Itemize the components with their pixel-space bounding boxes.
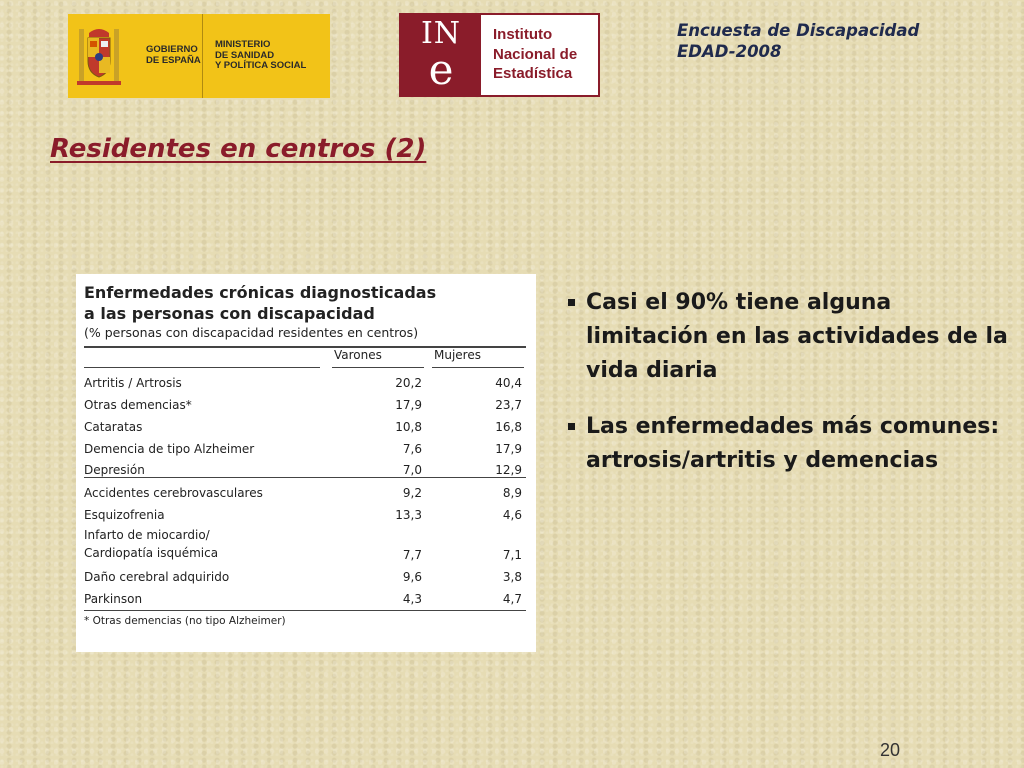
cell-varones: 7,7 — [402, 548, 422, 562]
gobierno-label: GOBIERNO DE ESPAÑA — [146, 44, 201, 66]
table-row — [84, 522, 526, 562]
cell-varones: 10,8 — [395, 420, 422, 434]
cell-varones: 13,3 — [395, 508, 422, 522]
cell-mujeres: 4,6 — [502, 508, 522, 522]
bullet-text: Casi el 90% tiene alguna limitación en las actividades de la vida diaria — [586, 290, 1008, 383]
row-label: Infarto de miocardio/ Cardiopatía isquémica — [84, 528, 219, 560]
cell-varones: 17,9 — [395, 398, 422, 412]
cell-mujeres: 3,8 — [502, 570, 522, 584]
row-label: Demencia de tipo Alzheimer — [84, 442, 255, 456]
cell-mujeres: 23,7 — [495, 398, 522, 412]
bullet-list — [566, 286, 1011, 500]
ine-mark-bottom: e — [428, 45, 454, 94]
survey-label — [677, 20, 919, 63]
ine-mark-icon — [401, 15, 481, 95]
table-row — [84, 434, 526, 456]
column-header-mujeres: Mujeres — [432, 348, 524, 368]
gobierno-logo — [68, 14, 330, 98]
cell-varones: 20,2 — [395, 376, 422, 390]
row-label: Artritis / Artrosis — [84, 376, 182, 390]
cell-mujeres: 40,4 — [495, 376, 522, 390]
row-label: Esquizofrenia — [84, 508, 165, 522]
table-subtitle: (% personas con discapacidad residentes en centros) — [84, 325, 419, 340]
survey-code: EDAD-2008 — [677, 42, 782, 62]
bullet-item — [566, 410, 1011, 478]
row-label: Parkinson — [84, 592, 143, 606]
page-number: 20 — [880, 740, 901, 760]
column-header-varones: Varones — [332, 348, 424, 368]
ine-name: Instituto Nacional de Estadística — [493, 26, 578, 82]
disease-table — [76, 274, 536, 652]
bullet-text: Las enfermedades más comunes: artrosis/artritis y demencias — [586, 414, 1000, 473]
table-row — [84, 584, 526, 606]
table-title-line2: a las personas con discapacidad — [84, 304, 375, 323]
table-title-line1: Enfermedades crónicas diagnosticadas — [84, 283, 437, 302]
survey-name: Encuesta de Discapacidad — [677, 21, 920, 40]
row-label: Accidentes cerebrovasculares — [84, 486, 263, 500]
cell-varones: 9,2 — [402, 486, 422, 500]
table-row — [84, 500, 526, 522]
cell-mujeres: 7,1 — [502, 548, 522, 562]
bullet-item — [566, 286, 1011, 388]
cell-mujeres: 17,9 — [495, 442, 522, 456]
table-row — [84, 368, 526, 390]
cell-varones: 7,0 — [402, 463, 422, 477]
row-label: Daño cerebral adquirido — [84, 570, 230, 584]
cell-mujeres: 4,7 — [502, 592, 522, 606]
cell-mujeres: 16,8 — [495, 420, 522, 434]
table-row — [84, 412, 526, 434]
table-footnote: * Otras demencias (no tipo Alzheimer) — [84, 610, 526, 627]
table-row — [84, 562, 526, 584]
coat-of-arms-icon — [68, 14, 130, 98]
row-label: Depresión — [84, 463, 145, 477]
ministerio-label: MINISTERIO DE SANIDAD Y POLÍTICA SOCIAL — [215, 38, 307, 72]
cell-mujeres: 8,9 — [502, 486, 522, 500]
slide-title: Residentes en centros (2) — [50, 134, 427, 164]
square-bullet-icon — [568, 299, 575, 306]
cell-varones: 7,6 — [402, 442, 422, 456]
header-blank — [84, 348, 320, 368]
ine-logo — [399, 13, 600, 97]
cell-varones: 4,3 — [402, 592, 422, 606]
table-row — [84, 456, 526, 478]
square-bullet-icon — [568, 423, 575, 430]
row-label: Otras demencias* — [84, 398, 192, 412]
table-header — [84, 346, 526, 368]
table-row — [84, 478, 526, 500]
ine-mark-top: IN — [420, 16, 462, 51]
table-row — [84, 390, 526, 412]
cell-varones: 9,6 — [402, 570, 422, 584]
cell-mujeres: 12,9 — [495, 463, 522, 477]
row-label: Cataratas — [84, 420, 143, 434]
